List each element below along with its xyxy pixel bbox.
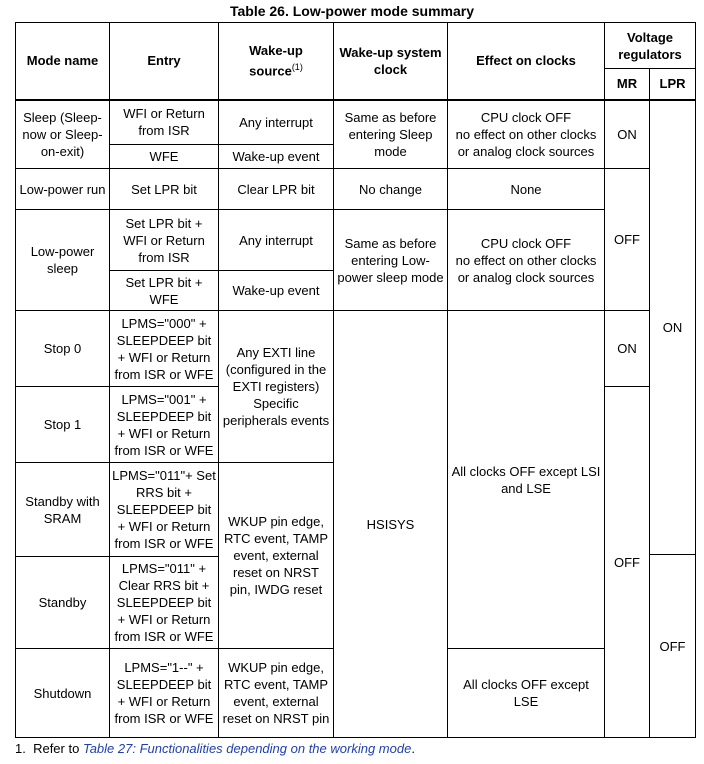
effect-sleep-line2: no effect on other clocks or analog clock sources bbox=[455, 126, 597, 159]
effect-sleep-line1: CPU clock OFF bbox=[480, 109, 572, 125]
effect-shutdown: All clocks OFF except LSE bbox=[448, 649, 605, 738]
clock-sleep: Same as before entering Sleep mode bbox=[334, 100, 448, 169]
mr-lp: OFF bbox=[605, 169, 650, 311]
footnote-text: Refer to bbox=[33, 741, 80, 756]
effect-lp-run: None bbox=[448, 169, 605, 210]
mr-off-low: OFF bbox=[605, 387, 650, 738]
table-title: Table 26. Low-power mode summary bbox=[229, 3, 475, 19]
footnote-marker: (1) bbox=[291, 62, 303, 73]
mode-lp-sleep: Low-power sleep bbox=[16, 210, 110, 311]
entry-standby: LPMS="011" + Clear RRS bit + SLEEPDEEP bit + WFI or Return from ISR or WFE bbox=[110, 557, 219, 649]
source-lp-run: Clear LPR bit bbox=[219, 169, 334, 210]
header-mode-name: Mode name bbox=[16, 23, 110, 100]
clock-lp-run: No change bbox=[334, 169, 448, 210]
entry-lp-run: Set LPR bit bbox=[110, 169, 219, 210]
entry-shutdown: LPMS="1--" + SLEEPDEEP bit + WFI or Return from ISR or WFE bbox=[110, 649, 219, 738]
effect-lp-sleep bbox=[448, 210, 605, 311]
source-shutdown: WKUP pin edge, RTC event, TAMP event, external reset on NRST pin bbox=[219, 649, 334, 738]
mode-stop0: Stop 0 bbox=[16, 311, 110, 387]
header-lpr: LPR bbox=[650, 69, 696, 100]
header-mr: MR bbox=[605, 69, 650, 100]
entry-stop0: LPMS="000" + SLEEPDEEP bit + WFI or Return from ISR or WFE bbox=[110, 311, 219, 387]
source-sleep-event: Wake-up event bbox=[219, 145, 334, 169]
effect-stop-standby: All clocks OFF except LSI and LSE bbox=[448, 311, 605, 649]
entry-sleep-wfe: WFE bbox=[110, 145, 219, 169]
footnote-table-link[interactable]: Table 27: Functionalities depending on the working mode bbox=[82, 741, 412, 756]
mode-shutdown: Shutdown bbox=[16, 649, 110, 738]
entry-standby-sram: LPMS="011"+ Set RRS bit + SLEEPDEEP bit + WFI or Return from ISR or WFE bbox=[110, 463, 219, 557]
footnote-number: 1. bbox=[15, 741, 26, 756]
entry-sleep-wfi: WFI or Return from ISR bbox=[110, 100, 219, 145]
mode-stop1: Stop 1 bbox=[16, 387, 110, 463]
mode-standby: Standby bbox=[16, 557, 110, 649]
effect-lp-sleep-line1: CPU clock OFF bbox=[480, 235, 572, 251]
mode-standby-sram: Standby with SRAM bbox=[16, 463, 110, 557]
mr-stop0: ON bbox=[605, 311, 650, 387]
source-lp-sleep-interrupt: Any interrupt bbox=[219, 210, 334, 271]
mode-sleep: Sleep (Sleep-now or Sleep-on-exit) bbox=[16, 100, 110, 169]
header-voltage-regulators: Voltage regulators bbox=[605, 23, 696, 69]
entry-lp-sleep-wfe: Set LPR bit + WFE bbox=[110, 271, 219, 311]
effect-sleep bbox=[448, 100, 605, 169]
source-sleep-interrupt: Any interrupt bbox=[219, 100, 334, 145]
source-lp-sleep-event: Wake-up event bbox=[219, 271, 334, 311]
source-stop-line2: Specific peripherals events bbox=[222, 396, 330, 428]
source-stop-line1: Any EXTI line (configured in the EXTI registers) bbox=[225, 345, 327, 394]
header-wakeup-source-text: Wake-up source bbox=[249, 43, 303, 79]
footnote-end: . bbox=[411, 741, 415, 756]
lpr-off: OFF bbox=[650, 555, 696, 738]
source-standby: WKUP pin edge, RTC event, TAMP event, external reset on NRST pin, IWDG reset bbox=[219, 463, 334, 649]
header-entry: Entry bbox=[110, 23, 219, 100]
clock-lp-sleep: Same as before entering Low-power sleep mode bbox=[334, 210, 448, 311]
effect-lp-sleep-line2: no effect on other clocks or analog clock sources bbox=[455, 252, 597, 285]
footnote bbox=[15, 741, 415, 756]
header-wakeup-clock: Wake-up system clock bbox=[334, 23, 448, 100]
lpr-on: ON bbox=[650, 100, 696, 555]
mr-sleep: ON bbox=[605, 100, 650, 169]
clock-hsisys: HSISYS bbox=[334, 311, 448, 738]
header-wakeup-source bbox=[219, 23, 334, 100]
header-effect-clocks: Effect on clocks bbox=[448, 23, 605, 100]
source-stop bbox=[219, 311, 334, 463]
entry-stop1: LPMS="001" + SLEEPDEEP bit + WFI or Return from ISR or WFE bbox=[110, 387, 219, 463]
mode-lp-run: Low-power run bbox=[16, 169, 110, 210]
entry-lp-sleep-wfi: Set LPR bit + WFI or Return from ISR bbox=[110, 210, 219, 271]
low-power-mode-table bbox=[15, 22, 696, 738]
